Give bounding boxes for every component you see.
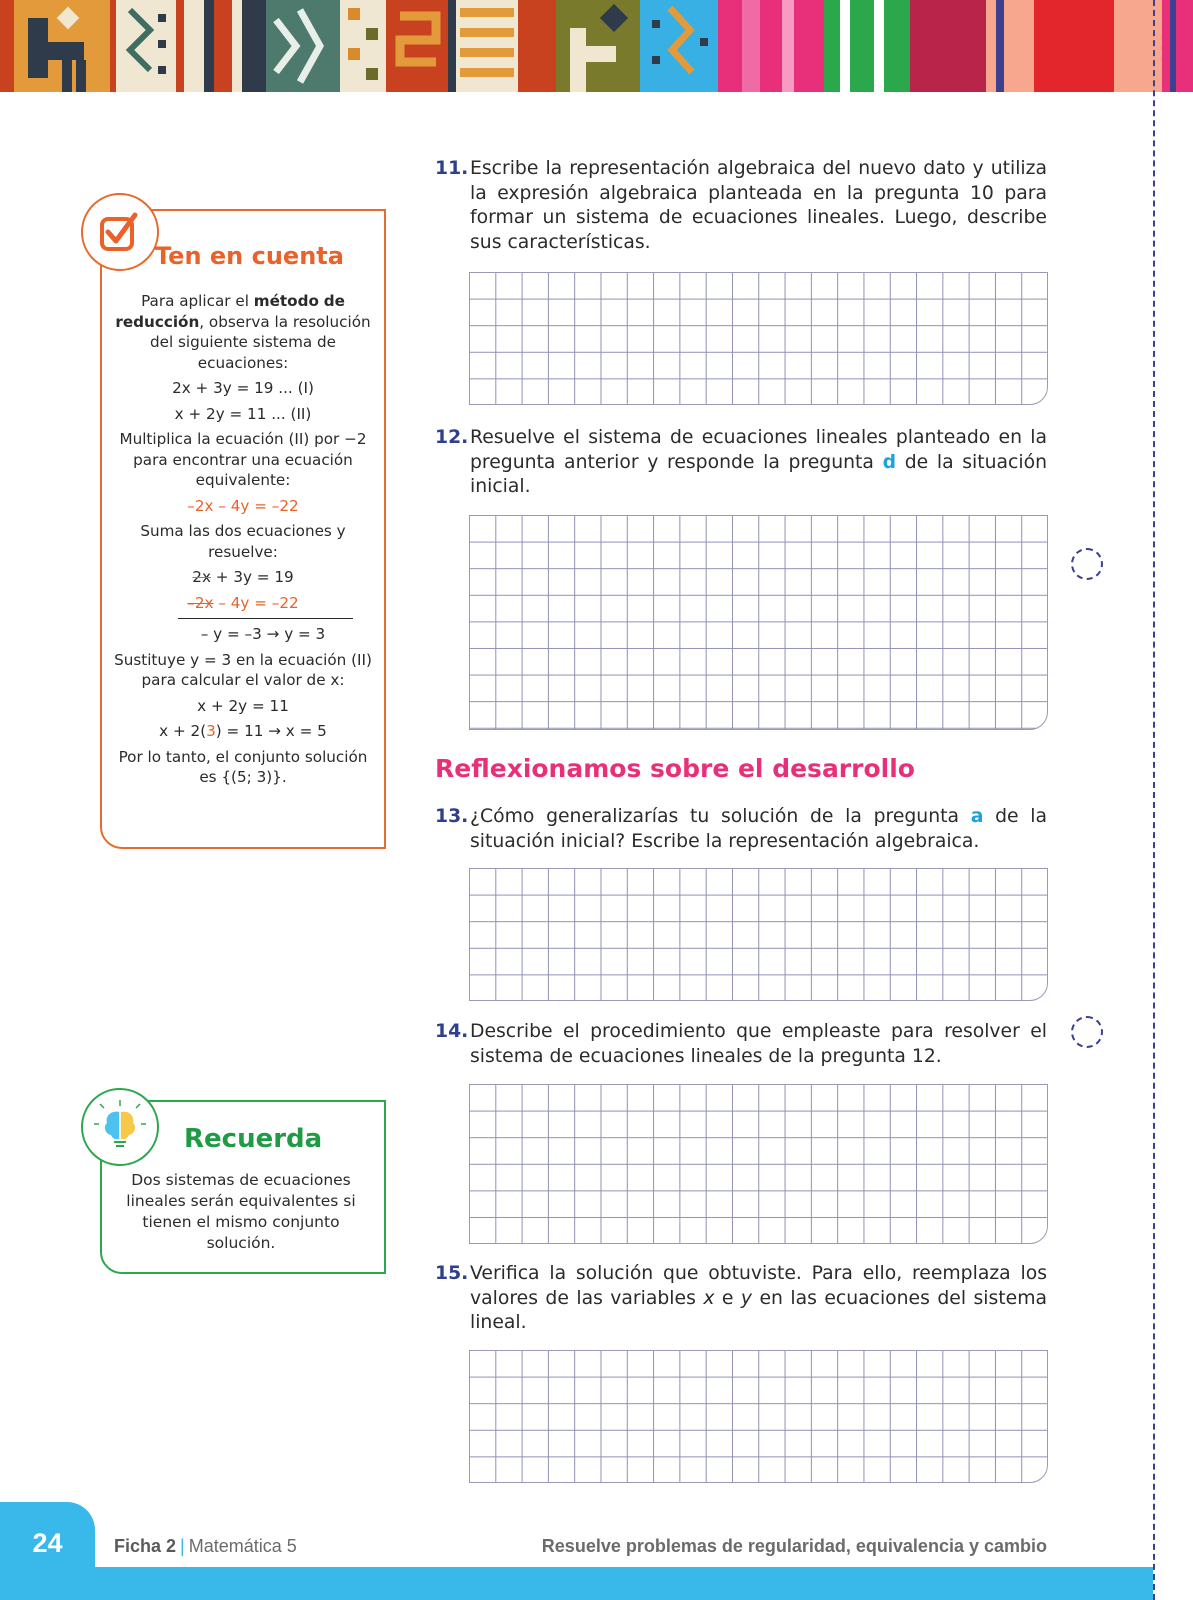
- checkbox-icon: [81, 193, 159, 271]
- question-12-text: Resuelve el sistema de ecuaciones lineales planteado en la pregunta anterior y responde la pregunta d de la situación inicial.: [470, 427, 1047, 498]
- question-14: 14. Describe el procedimiento que empleaste para resolver el sistema de ecuaciones lineales de la pregunta 12.: [435, 1020, 1047, 1069]
- question-15-text: Verifica la solución que obtuviste. Para ello, reemplaza los valores de las variables x e y en las ecuaciones del sistema lineal.: [470, 1263, 1047, 1334]
- answer-grid-12[interactable]: [469, 515, 1048, 730]
- recuerda-body: Dos sistemas de ecuaciones lineales serán equivalentes si tienen el mismo conjunto solución.: [126, 1171, 356, 1252]
- punch-hole-icon: [1071, 1016, 1103, 1048]
- ten-en-cuenta-title: Ten en cuenta: [155, 242, 344, 270]
- footer-competence: Resuelve problemas de regularidad, equivalencia y cambio: [541, 1536, 1047, 1556]
- equation-1: 2x + 3y = 19 ... (I): [172, 379, 314, 397]
- question-11-text: Escribe la representación algebraica del nuevo dato y utiliza la expresión algebraica planteada en la pregunta 10 para formar un sistema de ecuaciones lineales. Luego, describe sus características.: [470, 158, 1047, 253]
- sum-rule: [178, 618, 353, 619]
- question-13-text: ¿Cómo generalizarías tu solución de la pregunta a de la situación inicial? Escribe la representación algebraica.: [470, 806, 1047, 852]
- answer-grid-13[interactable]: [469, 868, 1048, 1001]
- page-number: 24: [32, 1528, 63, 1558]
- footer-ficha: Ficha 2 | Matemática 5: [114, 1536, 297, 1556]
- brain-lightbulb-icon: [81, 1088, 159, 1166]
- answer-grid-11[interactable]: [469, 272, 1048, 405]
- question-14-text: Describe el procedimiento que empleaste para resolver el sistema de ecuaciones lineales de la pregunta 12.: [470, 1021, 1047, 1067]
- footer-bar: [0, 1567, 1153, 1600]
- punch-hole-icon: [1071, 548, 1103, 580]
- question-11: 11. Escribe la representación algebraica del nuevo dato y utiliza la expresión algebraica planteada en la pregunta 10 para formar un sistema de ecuaciones lineales. Luego, describe sus características.: [435, 157, 1047, 255]
- ten-en-cuenta-body: Para aplicar el método de reducción, observa la resolución del siguiente sistema de ecuaciones: 2x + 3y = 19 ... (I) x + 2y = 11 ... (II) Multiplica la ecuación (II) por −2 para encontrar una ecuación equivalente: –2x – 4y = –22 Suma las dos ecuaciones y resuelve: 2x + 3y = 19 –2x – 4y = –22 – y = –3 → y = 3 Sustituye y = 3 en la ecuación (II) para calcular el valor de x: x + 2y = 11 x + 2(3) = 11 → x = 5 Por lo tanto, el conjunto solución es {(5; 3)}.: [114, 292, 372, 786]
- recuerda-title: Recuerda: [184, 1124, 323, 1154]
- section-title: Reflexionamos sobre el desarrollo: [435, 754, 915, 783]
- question-13: 13. ¿Cómo generalizarías tu solución de la pregunta a de la situación inicial? Escribe la representación algebraica.: [435, 805, 1047, 854]
- sum-result: – y = –3 → y = 3: [200, 625, 326, 643]
- equation-3: –2x – 4y = –22: [187, 496, 299, 515]
- cut-line: [1153, 0, 1155, 1600]
- answer-grid-14[interactable]: [469, 1084, 1048, 1244]
- equation-2: x + 2y = 11 ... (II): [174, 404, 312, 423]
- question-15: 15. Verifica la solución que obtuviste. Para ello, reemplaza los valores de las variables x e y en las ecuaciones del sistema lineal.: [435, 1262, 1047, 1336]
- answer-grid-15[interactable]: [469, 1350, 1048, 1483]
- question-12: 12. Resuelve el sistema de ecuaciones lineales planteado en la pregunta anterior y responde la pregunta d de la situación inicial.: [435, 426, 1047, 500]
- decorative-textile-banner: [0, 0, 1193, 92]
